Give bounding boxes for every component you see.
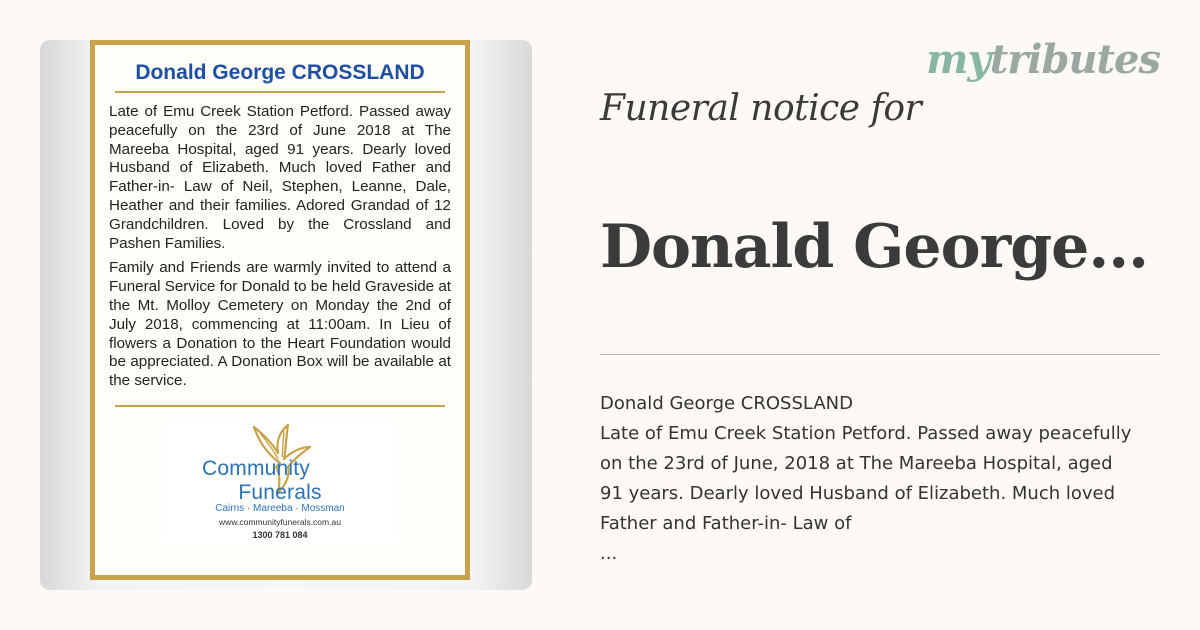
brand-tributes: tributes — [989, 36, 1160, 83]
excerpt-body: Late of Emu Creek Station Petford. Passed away peacefully on the 23rd of June, 2018 at The Mareeba Hospital, aged 91 years. Dearly loved Husband of Elizabeth. Much loved Father and Father-in- Law of — [600, 423, 1132, 534]
mytributes-logo[interactable] — [926, 36, 1160, 83]
funeral-notice-card — [90, 40, 470, 580]
notice-bottom-rule — [115, 405, 445, 407]
logo-towns: Cairns · Mareeba · Mossman — [215, 502, 345, 514]
notice-kicker: Funeral notice for — [600, 88, 922, 129]
excerpt-title: Donald George CROSSLAND — [600, 393, 853, 414]
notice-deceased-name: Donald George CROSSLAND — [135, 61, 425, 84]
logo-phone: 1300 781 084 — [252, 529, 308, 540]
logo-word-funerals: Funerals — [238, 480, 322, 504]
notice-paragraph-1: Late of Emu Creek Station Petford. Passed away peacefully on the 23rd of June 2018 at The Mareeba Hospital, aged 91 years. Dearly loved Husband of Elizabeth. Much loved Father and Father-in- Law of Neil, Stephen, Leanne, Dale, Heather and their families. Adored Grandad of 12 Grandchildren. Loved by the Crossland and Pashen Families. — [109, 103, 451, 252]
logo-website: www.communityfunerals.com.au — [219, 516, 341, 527]
excerpt-ellipsis: ... — [600, 543, 618, 564]
notice-paragraph-2: Family and Friends are warmly invited to attend a Funeral Service for Donald to be held Graveside at the Mt. Molloy Cemetery on Monday the 2nd of July 2018, commencing at 11:00am. In Lieu of flowers a Donation to the Heart Foundation would be appreciated. A Donation Box will be available at the service. — [109, 259, 451, 390]
notice-image — [40, 40, 532, 590]
page-title: Donald George... — [600, 212, 1149, 282]
logo-word-community: Community — [202, 456, 310, 480]
notice-top-rule — [115, 91, 445, 93]
divider — [600, 354, 1160, 355]
brand-my: my — [926, 36, 990, 83]
notice-excerpt — [600, 389, 1140, 569]
funeral-home-logo — [162, 419, 398, 543]
